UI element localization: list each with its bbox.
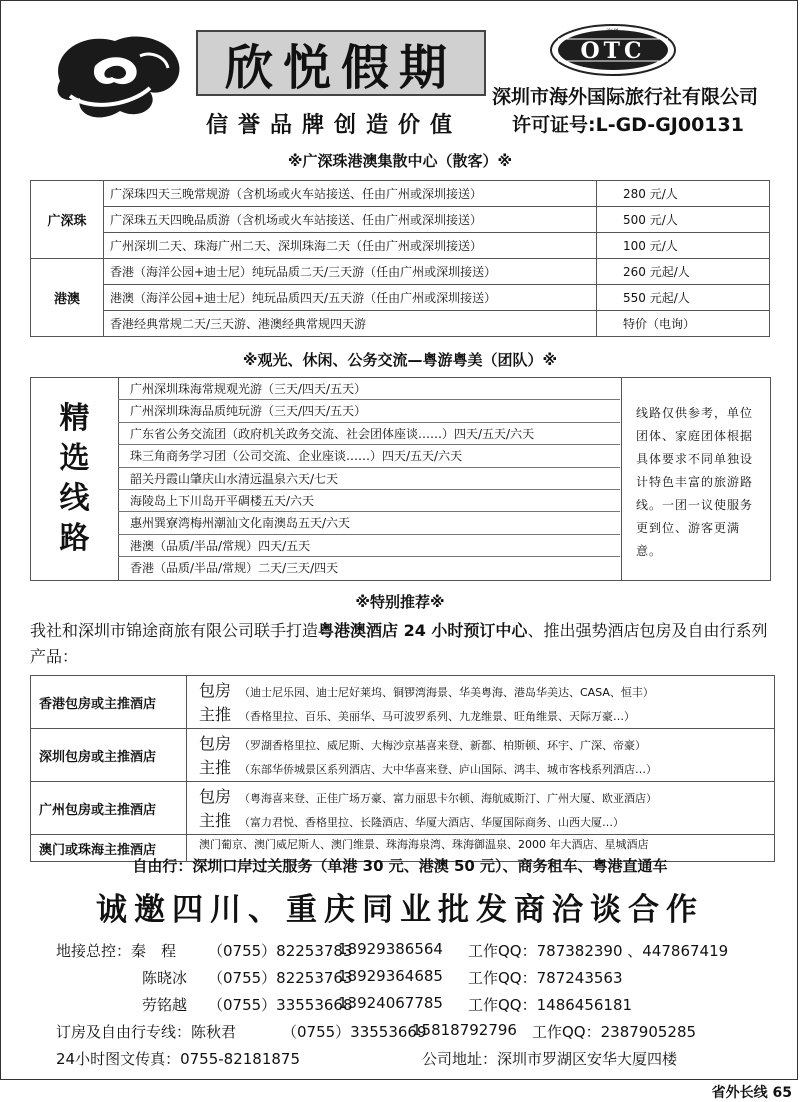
address-line: 公司地址：深圳市罗湖区安华大厦四楼	[422, 1050, 678, 1068]
contact-qq: 工作QQ：2387905285	[532, 1023, 697, 1041]
route-cell: 香港（海洋公园+迪士尼）纯玩品质二天/三天游（任由广州或深圳接送）	[104, 259, 597, 285]
hotel-label: 澳门或珠海主推酒店	[31, 835, 187, 861]
price-cell: 100 元/人	[597, 233, 770, 259]
hotel-value: （罗湖香格里拉、威尼斯、大梅沙京基喜来登、新都、柏斯顿、环宇、广深、帝豪）	[239, 739, 646, 752]
contact-phone: （0755）33553668	[208, 996, 353, 1014]
region-cell: 广深珠	[31, 181, 104, 259]
intro-highlight: 粤港澳酒店 24 小时预订中心	[318, 621, 528, 640]
hotel-value: （东部华侨城景区系列酒店、大中华喜来登、庐山国际、鸿丰、城市客栈系列酒店…）	[239, 763, 657, 776]
otc-logo-icon	[548, 22, 678, 77]
otc-top-text: 海外	[606, 28, 620, 36]
price-cell: 260 元起/人	[597, 259, 770, 285]
hotel-label: 深圳包房或主推酒店	[31, 729, 187, 781]
table-row	[31, 259, 770, 285]
page-footer: 省外长线 65	[711, 1085, 792, 1101]
list-item: 广州深圳珠海常规观光游（三天/四天/五天）	[118, 378, 620, 400]
contact-mobile: 18929364685	[338, 967, 443, 985]
contact-phone: （0755）82253783	[208, 942, 353, 960]
contact-qq: 工作QQ：787243563	[468, 969, 623, 987]
contact-phone: （0755）82253763	[208, 969, 353, 987]
brand-box	[196, 30, 486, 96]
section2-title: ※观光、休闲、公务交流—粤游粤美（团队）※	[242, 351, 558, 369]
list-item: 香港（品质/半品/常规）二天/三天/四天	[130, 561, 339, 576]
free-travel-line: 自由行：深圳口岸过关服务（单港 30 元、港澳 50 元）、商务租车、粤港直通车	[132, 857, 668, 875]
route-cell: 港澳（海洋公园+迪士尼）纯玩品质四天/五天游（任由广州或深圳接送）	[104, 285, 597, 311]
region-cell: 港澳	[31, 259, 104, 337]
recommend-intro	[30, 618, 780, 670]
contact-mobile: 18929386564	[338, 940, 443, 958]
contact-phone: （0755）33553669	[282, 1023, 427, 1041]
scattered-tours-table	[30, 180, 770, 337]
label-char: 路	[59, 521, 90, 556]
label-char: 选	[59, 441, 90, 476]
table-row	[31, 207, 770, 233]
list-item: 港澳（品质/半品/常规）四天/五天	[118, 535, 620, 557]
route-list	[118, 378, 620, 580]
license-number: 许可证号:L-GD-GJ00131	[512, 114, 744, 136]
section1-title: ※广深珠港澳集散中心（散客）※	[287, 152, 513, 170]
table-row	[31, 285, 770, 311]
hotel-value: （粤海喜来登、正佳广场万豪、富力丽思卡尔顿、海航威斯汀、广州大厦、欧亚酒店）	[239, 792, 657, 805]
table-row	[31, 676, 774, 729]
hotel-label: 广州包房或主推酒店	[31, 782, 187, 834]
price-cell: 500 元/人	[597, 207, 770, 233]
contact-label: 陈晓冰	[142, 969, 188, 987]
contact-qq: 工作QQ：1486456181	[468, 996, 633, 1014]
label-char: 精	[59, 401, 90, 436]
rose-logo-icon	[40, 26, 190, 126]
intro-text: 我社和深圳市锦途商旅有限公司联手打造	[30, 621, 319, 640]
hotel-key: 包房	[199, 681, 232, 700]
price-cell: 特价（电询）	[597, 311, 770, 337]
label-char: 线	[59, 481, 90, 516]
contact-label: 订房及自由行专线：陈秋君	[56, 1023, 237, 1041]
contact-mobile: 15818792796	[412, 1021, 517, 1039]
contact-label: 劳铭越	[142, 996, 188, 1014]
hotel-label: 香港包房或主推酒店	[31, 676, 187, 728]
hotel-key: 主推	[199, 811, 232, 830]
route-cell: 广深珠四天三晚常规游（含机场或火车站接送、任由广州或深圳接送）	[104, 181, 597, 207]
intro-text: 、推出强势酒店包房及自由行系列产品：	[30, 621, 768, 666]
hotel-key: 主推	[199, 758, 232, 777]
table-row	[31, 233, 770, 259]
hotel-value: 澳门葡京、澳门威尼斯人、澳门维景、珠海海泉湾、珠海御温泉、2000 年大酒店、星城酒店	[199, 838, 649, 851]
fax-line: 24小时图文传真：0755-82181875	[56, 1050, 301, 1068]
hotel-key: 包房	[199, 787, 232, 806]
price-cell: 280 元/人	[597, 181, 770, 207]
brand-slogan: 信誉品牌创造价值	[206, 112, 463, 138]
route-cell: 香港经典常规二天/三天游、港澳经典常规四天游	[104, 311, 597, 337]
price-cell: 550 元起/人	[597, 285, 770, 311]
route-note: 线路仅供参考，单位团体、家庭团体根据具体要求不同单独设计特色丰富的旅游路线。一团一议使服务更到位、游客更满意。	[621, 378, 771, 580]
list-item: 韶关丹霞山肇庆山水清远温泉六天/七天	[118, 468, 620, 490]
hotel-key: 包房	[199, 734, 232, 753]
hotel-value: （迪士尼乐园、迪士尼好莱坞、铜锣湾海景、华美粤海、港岛华美达、CASA、恒丰）	[239, 686, 654, 699]
contact-label: 地接总控：秦 程	[56, 942, 177, 960]
hotel-table	[30, 675, 775, 862]
selected-routes-label	[31, 378, 119, 580]
list-item: 海陵岛上下川岛开平碉楼五天/六天	[118, 490, 620, 512]
route-cell: 广州深圳二天、珠海广州二天、深圳珠海二天（任由广州或深圳接送）	[104, 233, 597, 259]
contact-mobile: 13924067785	[338, 994, 443, 1012]
table-row	[31, 311, 770, 337]
otc-text: OTC	[580, 38, 646, 64]
list-item: 广东省公务交流团（政府机关政务交流、社会团体座谈……）四天/五天/六天	[118, 423, 620, 445]
list-item: 惠州巽寮湾梅州潮汕文化南澳岛五天/六天	[118, 512, 620, 534]
hotel-key: 主推	[199, 705, 232, 724]
hotel-value: （富力君悦、香格里拉、长隆酒店、华厦大酒店、华厦国际商务、山西大厦…）	[239, 816, 624, 829]
invite-banner: 诚邀四川、重庆同业批发商洽谈合作	[96, 892, 704, 928]
brand-name: 欣悦假期	[224, 39, 457, 96]
hotel-value: （香格里拉、百乐、美丽华、马可波罗系列、九龙维景、旺角维景、天际万豪…）	[239, 710, 635, 723]
table-row	[31, 729, 774, 782]
company-name: 深圳市海外国际旅行社有限公司	[492, 86, 759, 108]
table-row	[31, 782, 774, 835]
list-item: 珠三角商务学习团（公司交流、企业座谈……）四天/五天/六天	[118, 445, 620, 467]
route-cell: 广深珠五天四晚品质游（含机场或火车站接送、任由广州或深圳接送）	[104, 207, 597, 233]
table-row	[31, 181, 770, 207]
contact-qq: 工作QQ：787382390 、447867419	[468, 942, 729, 960]
header	[0, 0, 800, 145]
section3-title: ※特别推荐※	[355, 593, 445, 611]
list-item: 广州深圳珠海品质纯玩游（三天/四天/五天）	[118, 400, 620, 422]
group-tours-table	[30, 377, 771, 581]
